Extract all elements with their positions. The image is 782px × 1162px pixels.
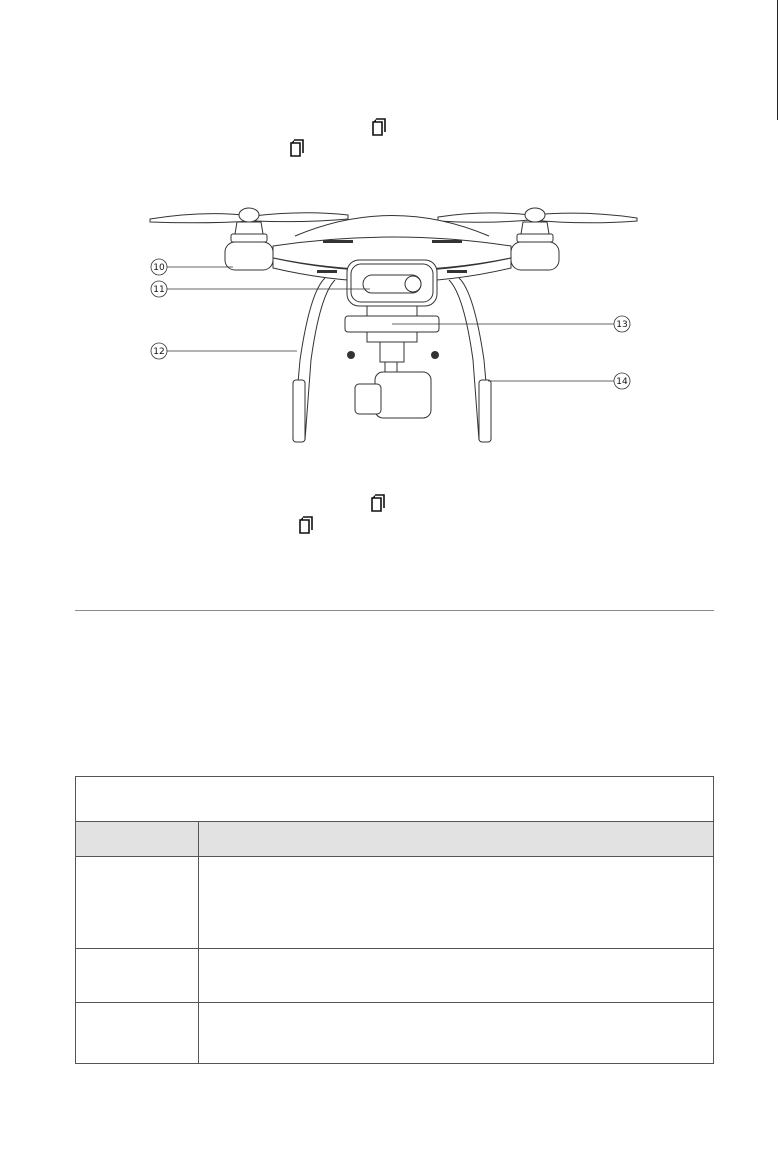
section-divider xyxy=(75,610,714,611)
table-cell xyxy=(76,857,199,949)
page-edge-tick xyxy=(777,0,782,120)
table-title-row xyxy=(76,777,714,822)
table-header-cell xyxy=(199,822,714,857)
table-row xyxy=(76,949,714,1003)
callout-number: 10 xyxy=(153,263,165,273)
callout-number: 11 xyxy=(153,285,165,295)
table-cell xyxy=(199,857,714,949)
table-cell xyxy=(199,949,714,1003)
document-reference-icon xyxy=(372,118,386,136)
document-reference-icon xyxy=(299,516,313,534)
table-cell xyxy=(76,1003,199,1064)
spec-table xyxy=(75,776,714,1064)
drone-front-view-illustration xyxy=(145,200,640,450)
callout-number: 14 xyxy=(616,377,628,387)
table-row xyxy=(76,1003,714,1064)
table-header-row xyxy=(76,822,714,857)
table-cell xyxy=(76,949,199,1003)
table-header-cell xyxy=(76,822,199,857)
table-title xyxy=(76,777,714,822)
table-row xyxy=(76,857,714,949)
callout-number: 13 xyxy=(616,320,628,330)
document-reference-icon xyxy=(371,494,385,512)
callout-number: 12 xyxy=(153,347,165,357)
document-reference-icon xyxy=(290,139,304,157)
table-cell xyxy=(199,1003,714,1064)
